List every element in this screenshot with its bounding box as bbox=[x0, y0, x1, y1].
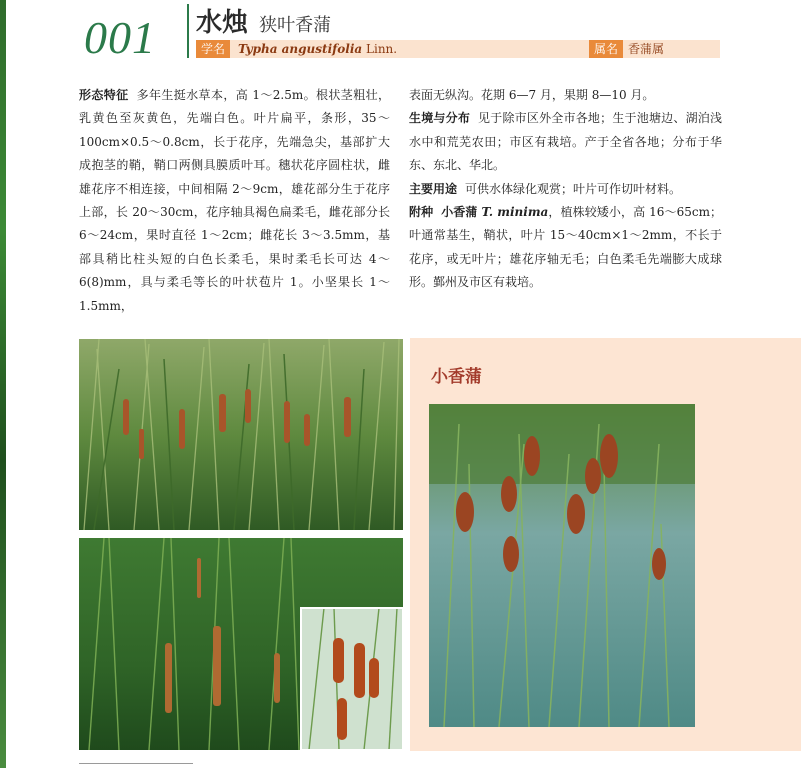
appendix-sci: T. minima bbox=[481, 205, 549, 220]
appendix-name: 小香蒲 bbox=[441, 205, 478, 220]
page-edge-strip bbox=[0, 0, 6, 768]
species-number: 001 bbox=[84, 12, 156, 63]
morphology-text: 多年生挺水草本，高 1～2.5m。根状茎粗壮，乳黄色至灰黄色，先端白色。叶片扁平，条形，35～100cm×0.5～0.8cm，长于花序，先端急尖，基部扩大成抱茎的鞘，鞘口两侧具膜质叶耳。穗状花序圆柱状，雌雄花序不相连接，中间相隔 2～9cm，雄花部分生于花序上部，长 20～30cm，花序轴具褐色扁柔毛，雌花部分长 6～24cm，果时直径 1～2cm；雌花长 3～3.5mm，基部具稍比柱头短的白色长柔毛，果时柔毛长可达 4～6(8)mm，具与柔毛等长的叶状苞片 1。小坚果长 1～1.5mm， bbox=[79, 88, 390, 313]
habitat-text: 见于除市区外全市各地；生于池塘边、湖泊浅水中和荒芜农田；市区有栽培。产于全省各地；分布于华东、东北、华北。 bbox=[409, 111, 722, 173]
sci-author: Linn. bbox=[366, 42, 398, 56]
morphology-label: 形态特征 bbox=[79, 88, 129, 102]
habitat-paragraph bbox=[409, 107, 722, 177]
appendix-label: 附种 bbox=[409, 205, 434, 220]
header-divider bbox=[187, 4, 189, 58]
text-column-right bbox=[409, 84, 722, 295]
cattail-photo-top bbox=[79, 339, 403, 530]
sci-binomial: Typha angustifolia bbox=[238, 42, 363, 56]
genus-name: 香蒲属 bbox=[628, 42, 665, 56]
habitat-label: 生境与分布 bbox=[409, 111, 471, 126]
small-cattail-photo bbox=[429, 404, 695, 727]
morphology-paragraph bbox=[79, 84, 390, 318]
morphology-continued: 表面无纵沟。花期 6—7 月，果期 8—10 月。 bbox=[409, 88, 655, 102]
scientific-name bbox=[238, 40, 397, 58]
use-paragraph bbox=[409, 178, 722, 201]
cattail-photo-bottom bbox=[79, 538, 403, 750]
use-label: 主要用途 bbox=[409, 181, 458, 196]
species-alt-name: 狭叶香蒲 bbox=[259, 15, 332, 36]
text-column-left bbox=[79, 84, 390, 318]
sci-name-tag: 学名 bbox=[196, 40, 230, 58]
appendix-figure-title: 小香蒲 bbox=[431, 367, 482, 387]
genus-tag: 属名 bbox=[589, 40, 623, 58]
appendix-text: ，植株较矮小，高 16～65cm；叶通常基生，鞘状，叶片 15～40cm×1～2mm，不长于花序，或无叶片；雄花序轴无毛；白色柔毛先端膨大成球形。鄞州及市区有栽培。 bbox=[409, 205, 722, 290]
species-name: 水烛 bbox=[196, 8, 249, 38]
appendix-paragraph bbox=[409, 201, 722, 295]
species-title bbox=[196, 2, 331, 38]
use-text: 可供水体绿化观赏；叶片可作切叶材料。 bbox=[465, 181, 682, 196]
footer-rule bbox=[79, 763, 193, 764]
